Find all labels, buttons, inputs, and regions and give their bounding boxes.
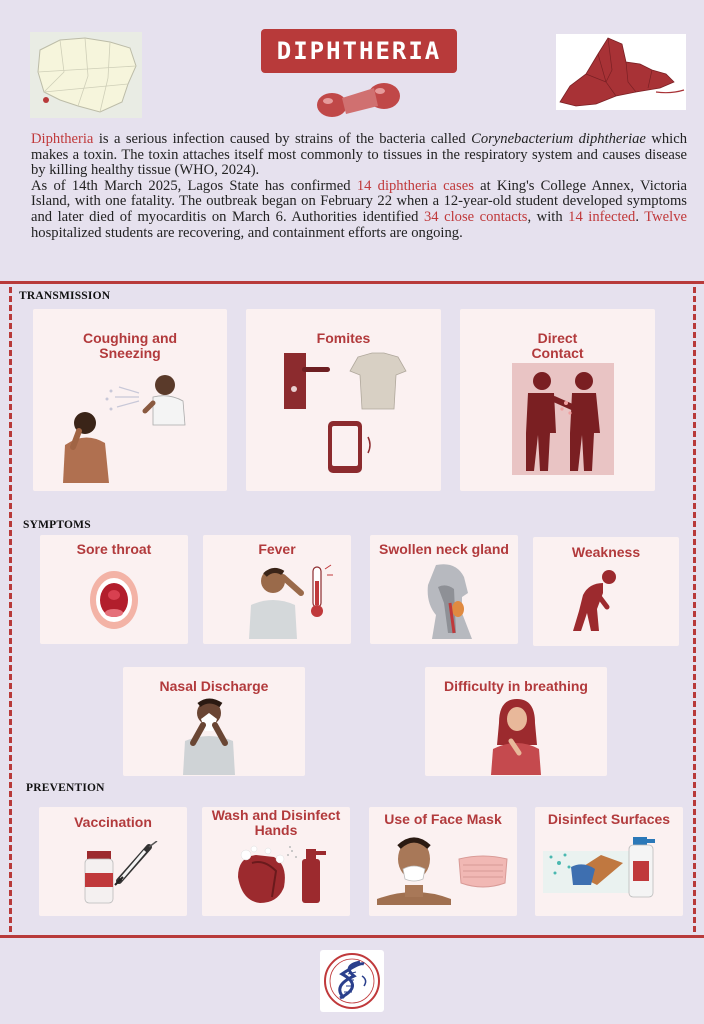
card-fomites <box>246 309 441 491</box>
card-nasal-discharge <box>123 667 305 776</box>
term-diphtheria: Diphtheria <box>31 131 94 147</box>
card-fever <box>203 535 351 644</box>
people-contact-icon <box>512 363 614 475</box>
intro-paragraph-2 <box>31 179 687 241</box>
intro-text-e: , with <box>527 208 569 225</box>
card-title: Fomites <box>316 330 371 346</box>
vaccine-vial-syringe-icon <box>83 841 159 905</box>
nigeria-map-image <box>30 32 142 118</box>
card-weakness <box>533 537 679 646</box>
card-title: Vaccination <box>74 814 152 830</box>
case-count: 14 diphtheria cases <box>356 177 474 194</box>
card-wash-hands <box>202 807 350 916</box>
surface-spray-icon <box>543 833 675 899</box>
contact-count: 34 close contacts <box>424 208 528 225</box>
card-direct-contact <box>460 309 655 491</box>
top-divider <box>0 281 704 284</box>
section-heading-transmission: TRANSMISSION <box>19 290 111 302</box>
intro-text-b: which makes a toxin. The toxin attaches itself most commonly to tissues in the respiratory system and causes disease by killing healthy tissue (WHO, 2024). <box>31 131 687 179</box>
face-mask-icon <box>375 833 513 905</box>
card-vaccination <box>39 807 187 916</box>
card-face-mask <box>369 807 517 916</box>
thermometer-person-icon <box>241 563 335 641</box>
door-handle-shirt-phone-icon <box>280 349 410 475</box>
card-title: Coughing and Sneezing <box>82 330 178 361</box>
intro-text-f: . <box>635 208 645 225</box>
card-sore-throat <box>40 535 188 644</box>
infected-count: 14 infected <box>568 208 636 225</box>
bacterium-icon <box>312 80 404 120</box>
open-mouth-icon <box>88 569 140 631</box>
handwash-spray-icon <box>232 841 334 907</box>
card-difficulty-breathing <box>425 667 607 776</box>
card-title: Sore throat <box>76 541 152 557</box>
page-title: DIPHTHERIA <box>261 29 457 73</box>
lagos-map-image <box>556 34 686 110</box>
card-title: Wash and Disinfect Hands <box>211 807 341 838</box>
weak-person-icon <box>569 567 621 633</box>
card-title: Fever <box>258 541 296 557</box>
intro-text <box>31 132 687 241</box>
section-heading-symptoms: SYMPTOMS <box>23 519 91 531</box>
card-title: Swollen neck gland <box>379 541 509 557</box>
intro-text-g: hospitalized students are recovering, and containment efforts are ongoing. <box>31 224 463 241</box>
card-title: Use of Face Mask <box>384 811 502 827</box>
neck-gland-icon <box>422 563 480 641</box>
species-name: Corynebacterium diphtheriae <box>471 131 646 147</box>
breathless-woman-icon <box>489 697 543 775</box>
intro-text-d: at King's College Annex, Victoria Island, with one fatality. The outbreak began on February 22 when a 12-year-old student developed symptoms and later died of myocarditis on March 6. Authorities identified <box>31 177 687 225</box>
card-title: Direct Contact <box>531 330 584 361</box>
card-title: Disinfect Surfaces <box>547 811 671 827</box>
coughing-person-icon <box>49 371 213 483</box>
card-disinfect-surfaces <box>535 807 683 916</box>
card-title: Nasal Discharge <box>159 678 269 694</box>
blowing-nose-icon <box>179 697 239 775</box>
card-swollen-neck-gland <box>370 535 518 644</box>
card-coughing-sneezing <box>33 309 227 491</box>
intro-paragraph-1 <box>31 132 687 179</box>
section-heading-prevention: PREVENTION <box>26 782 105 794</box>
hospitalized-count: Twelve <box>644 208 687 225</box>
organization-logo <box>320 950 384 1012</box>
card-title: Weakness <box>571 544 641 560</box>
bottom-divider <box>0 935 704 938</box>
intro-text-c: As of 14th March 2025, Lagos State has confirmed <box>31 177 357 194</box>
card-title: Difficulty in breathing <box>444 678 588 694</box>
intro-text-a: is a serious infection caused by strains of the bacteria called <box>93 131 472 147</box>
